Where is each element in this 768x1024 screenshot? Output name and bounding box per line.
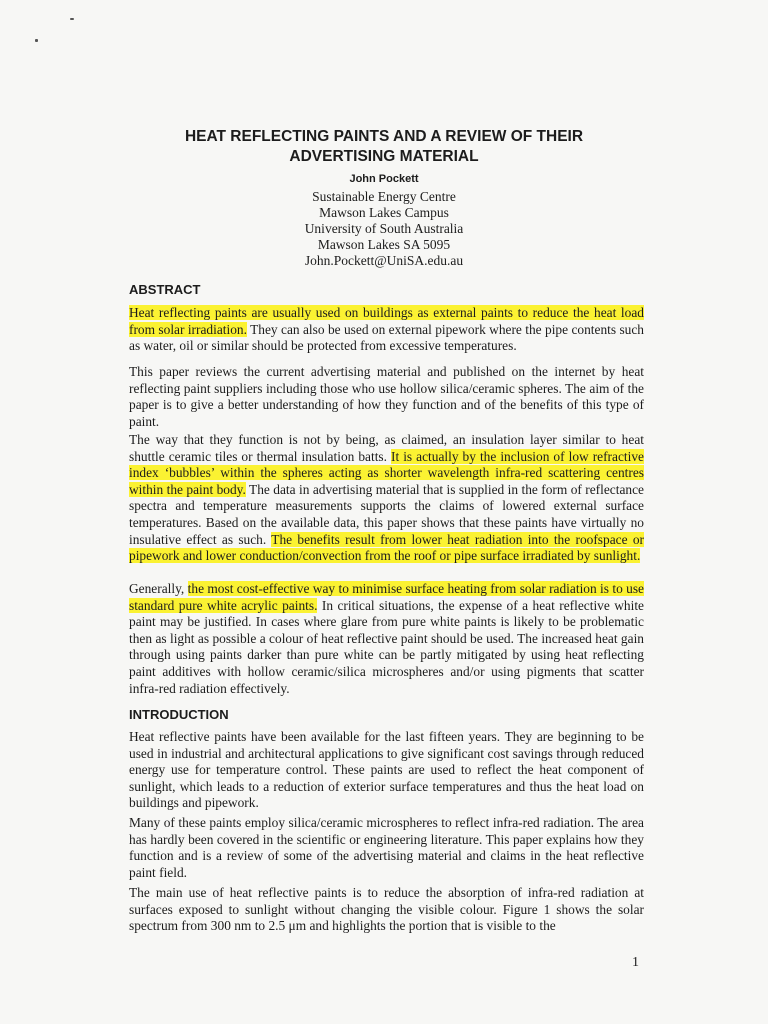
- author-email: John.Pockett@UniSA.edu.au: [304, 253, 464, 268]
- paragraph-text: The way that they function is not by being, as claimed, an insulation layer similar to heat shuttle ceramic tiles or thermal insulation batts.: [129, 432, 644, 464]
- introduction-paragraph-2: Many of these paints employ silica/ceramic microspheres to reflect infra-red radiation. The area has hardly been covered in the scientific or engineering literature. This paper explains how they function and is a review of some of the advertising material and claims in the heat reflective paint field.: [129, 815, 644, 880]
- paragraph-text: They can also be used on external pipework where the pipe contents such as water, oil or similar should be protected from excessive temperatures.: [129, 321, 645, 354]
- introduction-paragraph-1: Heat reflective paints have been available for the last fifteen years. They are beginning to be used in industrial and architectural applications to give significant cost savings through reduced energy use for temperature control. These paints are used to reflect the heat component of sunlight, which leads to a reduction of exterior surface temperatures and thus the heat load on buildings and pipework.: [129, 729, 644, 811]
- affiliation-line: Sustainable Energy Centre: [312, 189, 456, 204]
- highlighted-text: The benefits result from lower heat radiation into the roofspace or pipework and lower conduction/convection from the roof or pipe surface irradiated by sunlight.: [129, 531, 644, 564]
- highlighted-text: the most cost-effective way to minimise surface heating from solar radiation is to use standard pure white acrylic paints.: [129, 581, 644, 613]
- affiliation-block: [120, 189, 648, 269]
- affiliation-line: Mawson Lakes Campus: [319, 205, 449, 220]
- abstract-paragraph-4: [129, 581, 644, 697]
- title-line-1: HEAT REFLECTING PAINTS AND A REVIEW OF THEIR: [184, 128, 584, 145]
- paragraph-text: In critical situations, the expense of a heat reflective white paint may be justified. In cases where glare from pure white paints is likely to be problematic then as light as possible a colour of heat reflective paint should be used. The increased heat gain through using paints darker than pure white can be partly mitigated by using heat reflecting paint additives with hollow ceramic/silica microspheres and/or using pigments that scatter infra-red radiation effectively.: [129, 597, 644, 696]
- paragraph-text: Generally,: [129, 581, 188, 596]
- introduction-paragraph-3: The main use of heat reflective paints is to reduce the absorption of infra-red radiation at surfaces exposed to sunlight without changing the visible colour. Figure 1 shows the solar spectrum from 300 nm to 2.5 μm and highlights the portion that is visible to the: [129, 885, 644, 934]
- paper-title: [120, 127, 648, 167]
- scan-speck: [70, 18, 74, 20]
- abstract-paragraph-1: [129, 305, 644, 355]
- highlighted-text: It is actually by the inclusion of low refractive index ‘bubbles’ within the spheres acting as shorter wavelength infra-red scattering centres within the paint body.: [129, 448, 644, 497]
- introduction-heading: INTRODUCTION: [129, 707, 229, 722]
- paragraph-text: The data in advertising material that is supplied in the form of reflectance spectra and temperature measurements supports the claims of lowered external surface temperatures. Based on the available data, this paper shows that these paints have virtually no insulative effect as such.: [129, 481, 644, 547]
- scan-speck: [35, 39, 38, 42]
- abstract-heading: ABSTRACT: [129, 282, 201, 297]
- title-line-2: ADVERTISING MATERIAL: [289, 148, 479, 165]
- abstract-paragraph-2: This paper reviews the current advertising material and published on the internet by heat reflecting paint suppliers including those who use hollow silica/ceramic spheres. The aim of the paper is to give a better understanding of how they function and of the benefits of this type of paint.: [129, 364, 644, 429]
- highlighted-text: Heat reflecting paints are usually used on buildings as external paints to reduce the heat load from solar irradiation.: [129, 305, 644, 337]
- page-number: 1: [632, 955, 639, 970]
- author-name: John Pockett: [349, 173, 419, 185]
- affiliation-line: Mawson Lakes SA 5095: [317, 237, 451, 252]
- abstract-paragraph-3: [129, 432, 644, 565]
- affiliation-line: University of South Australia: [304, 221, 464, 236]
